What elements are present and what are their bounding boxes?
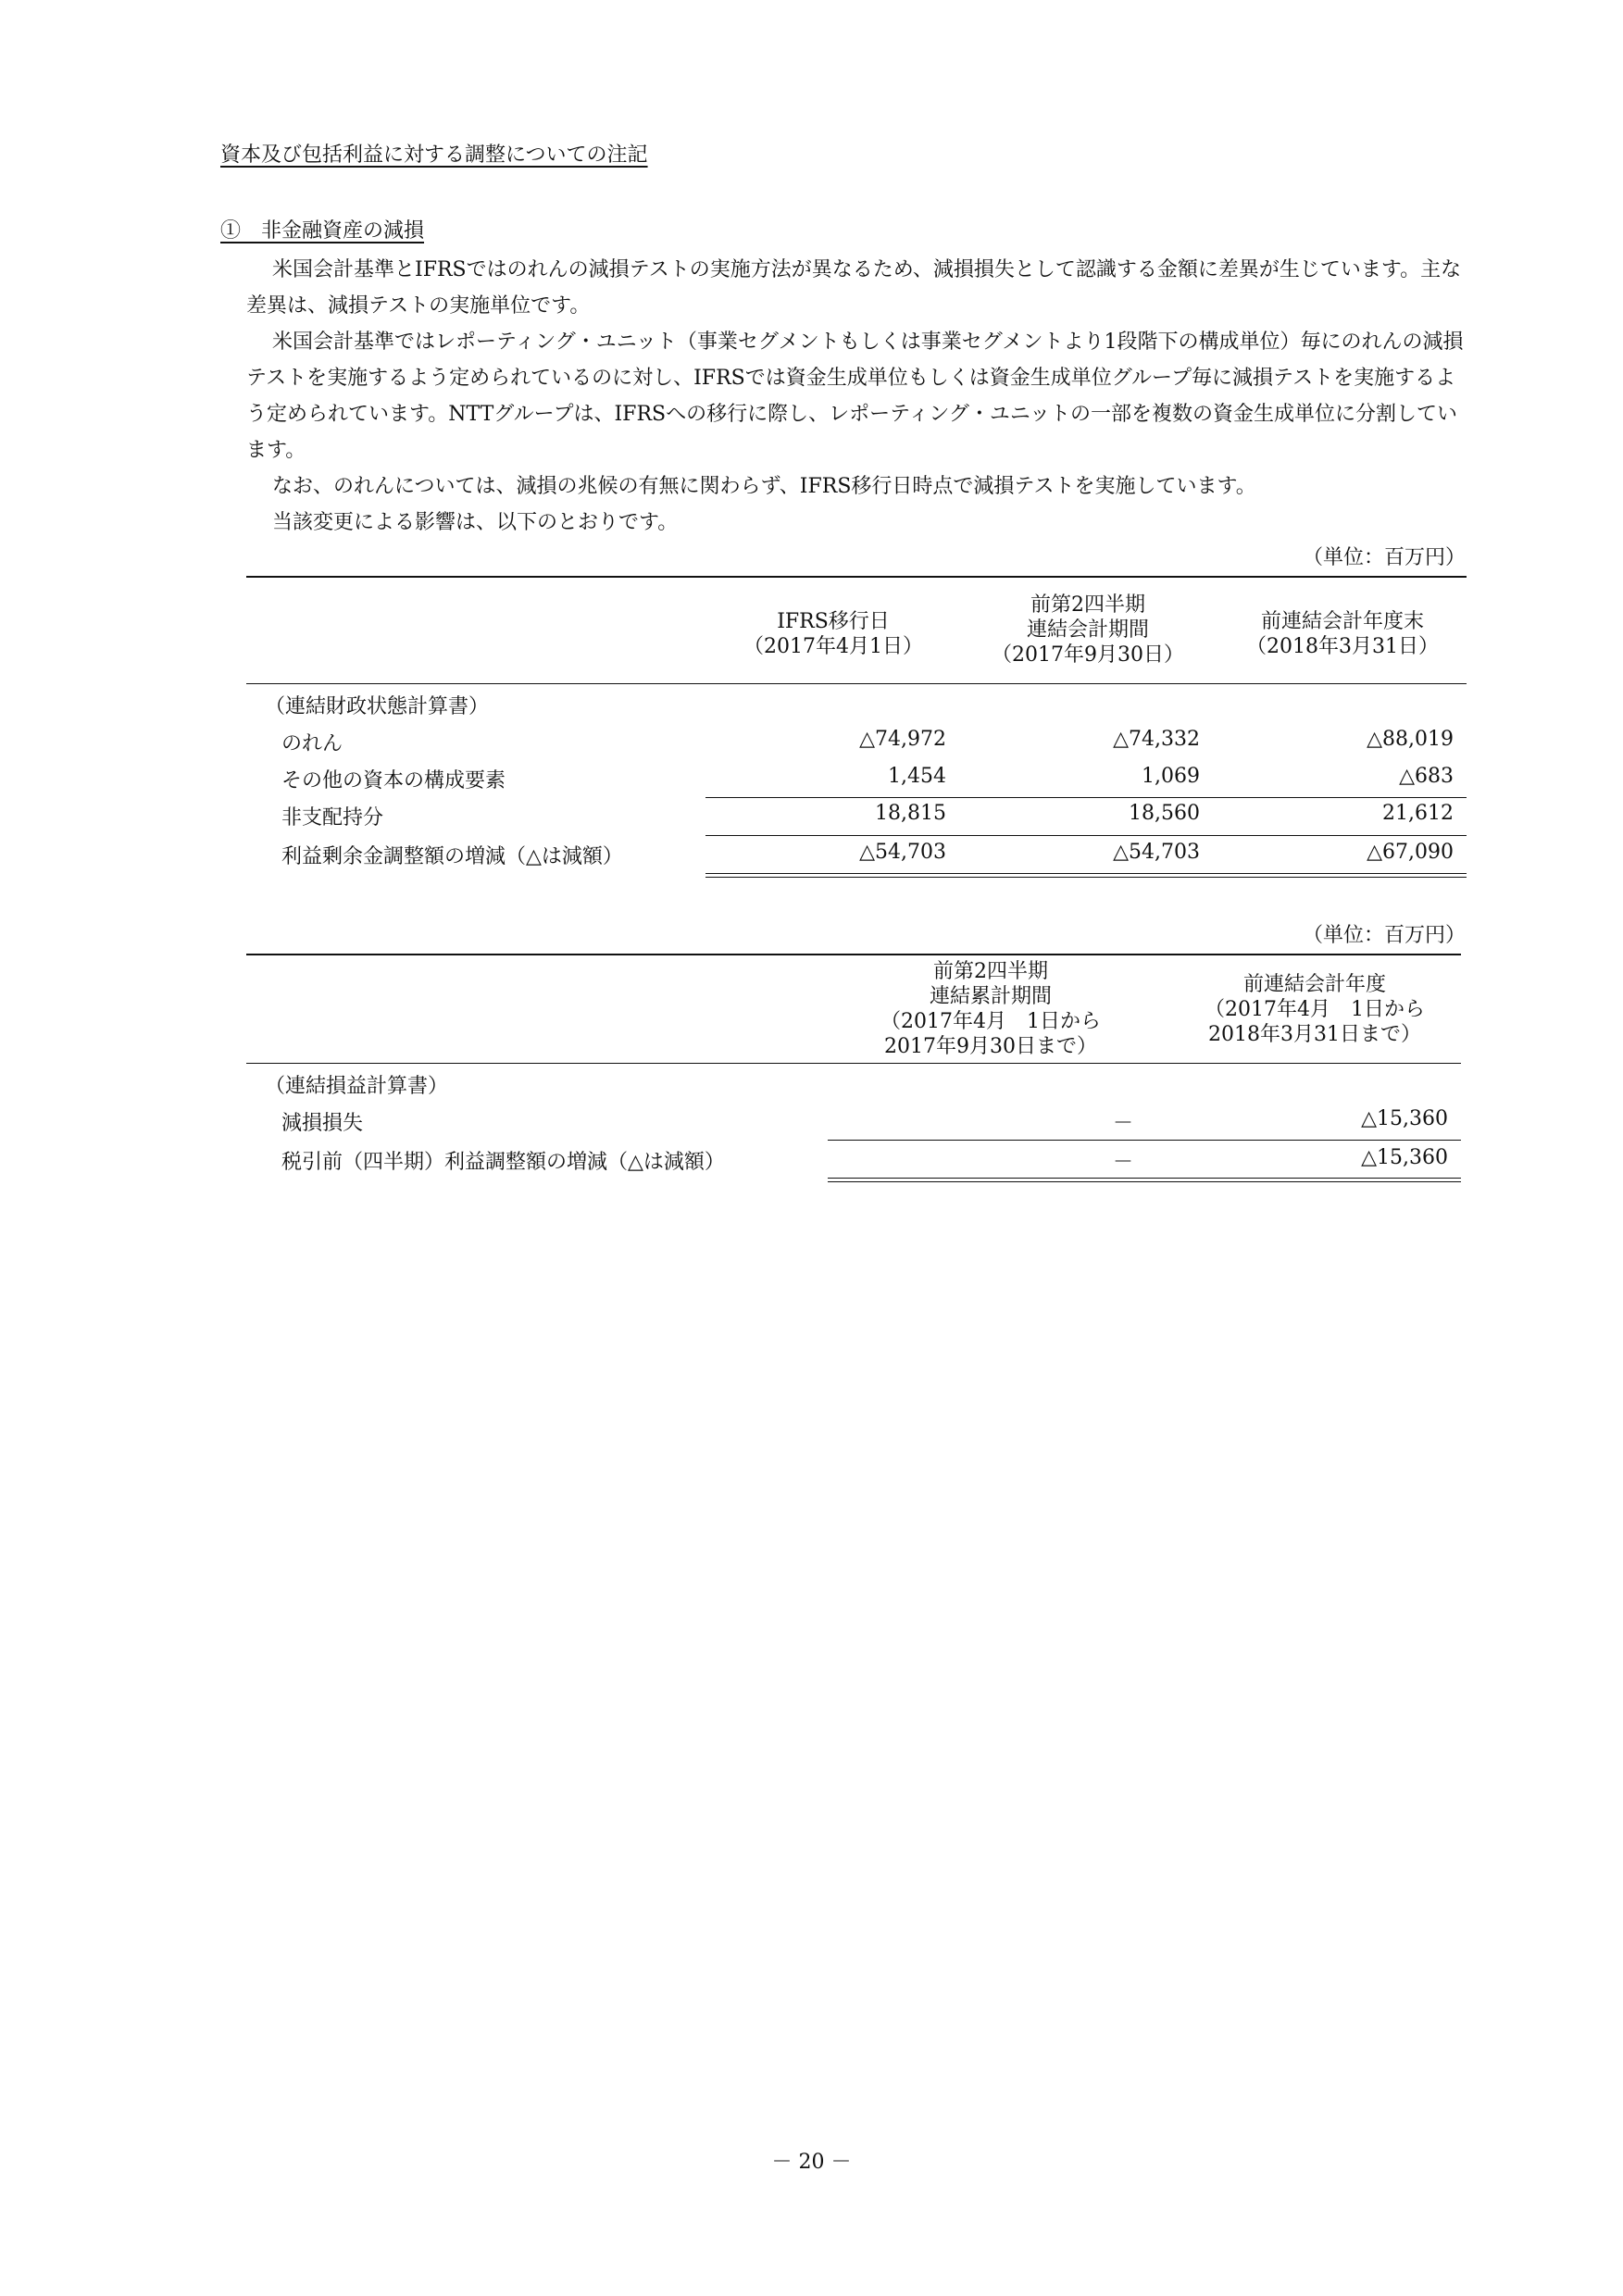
paragraph-2: 米国会計基準ではレポーティング・ユニット（事業セグメントもしくは事業セグメントより1段階下の構成単位）毎にのれんの減損テストを実施するよう定められているのに対し、IFRSでは資金生成単位もしくは資金生成単位グループ毎に減損テストを実施するよう定められています。NTTグループは、IFRSへの移行に際し、レポーティング・ユニットの一部を複数の資金生成単位に分割しています。 (246, 331, 1464, 462)
table1-row-label: 利益剰余金調整額の増減（△は減額） (281, 845, 623, 868)
table2-cell: △15,360 (1361, 1107, 1448, 1130)
table1-cell: 1,069 (1142, 765, 1200, 788)
table1-cell: 21,612 (1382, 802, 1454, 825)
table1-cell: △74,332 (1113, 728, 1200, 751)
paragraph-3: なお、のれんについては、減損の兆候の有無に関わらず、IFRS移行日時点で減損テストを実施しています。 (272, 475, 1256, 498)
table1-cell: 1,454 (888, 765, 946, 788)
table1-cell: △683 (1399, 765, 1454, 788)
table1-row-label: その他の資本の構成要素 (281, 769, 506, 792)
table2-cell: △15,360 (1361, 1146, 1448, 1169)
table2-cell: － (1112, 1112, 1133, 1135)
table2-header-rule (246, 1063, 1461, 1064)
table1-header-rule (246, 683, 1467, 684)
table1-top-rule (246, 576, 1467, 578)
table1-cell: 18,815 (875, 802, 946, 825)
table1-row-label: 非支配持分 (281, 806, 384, 830)
table1-col2-header: 前第2四半期 連結会計期間 （2017年9月30日） (992, 593, 1184, 667)
table2-col1-header: 前第2四半期 連結累計期間 （2017年4月 1日から 2017年9月30日まで） (880, 960, 1101, 1058)
table1-cell: △74,972 (859, 728, 946, 751)
page-number: － 20 － (771, 2151, 852, 2174)
paragraph-1: 米国会計基準とIFRSではのれんの減損テストの実施方法が異なるため、減損損失として認識する金額に差異が生じています。主な差異は、減損テストの実施単位です。 (246, 258, 1462, 318)
table2-cell: － (1112, 1151, 1133, 1174)
table1-cell: 18,560 (1129, 802, 1200, 825)
table1-double-rule (705, 873, 1467, 878)
paragraph-4: 当該変更による影響は、以下のとおりです。 (272, 511, 679, 534)
table2-total-rule (828, 1140, 1461, 1141)
table2-group-label: （連結損益計算書） (265, 1075, 449, 1098)
table1-cell: △88,019 (1367, 728, 1454, 751)
table2-top-rule (246, 954, 1461, 955)
table1-cell: △54,703 (1113, 841, 1200, 864)
table1-col3-header: 前連結会計年度末 （2018年3月31日） (1246, 610, 1439, 658)
table2-col2-header: 前連結会計年度 （2017年4月 1日から 2018年3月31日まで） (1205, 973, 1425, 1046)
table2-row-label: 税引前（四半期）利益調整額の増減（△は減額） (281, 1151, 725, 1174)
table1-cell: △67,090 (1367, 841, 1454, 864)
table1-subtotal-rule (705, 797, 1467, 798)
section-heading: ① 非金融資産の減損 (220, 219, 425, 243)
table1-total-rule (705, 835, 1467, 836)
table1-cell: △54,703 (859, 841, 946, 864)
table2-row-label: 減損損失 (281, 1112, 364, 1135)
table2-double-rule (828, 1178, 1461, 1182)
page-title: 資本及び包括利益に対する調整についての注記 (220, 144, 648, 167)
table1-col1-header: IFRS移行日 （2017年4月1日） (743, 610, 923, 658)
table1-unit: （単位：百万円） (1302, 546, 1466, 569)
table1-row-label: のれん (281, 732, 343, 755)
table2-unit: （単位：百万円） (1302, 924, 1466, 947)
table1-group-label: （連結財政状態計算書） (265, 695, 490, 718)
